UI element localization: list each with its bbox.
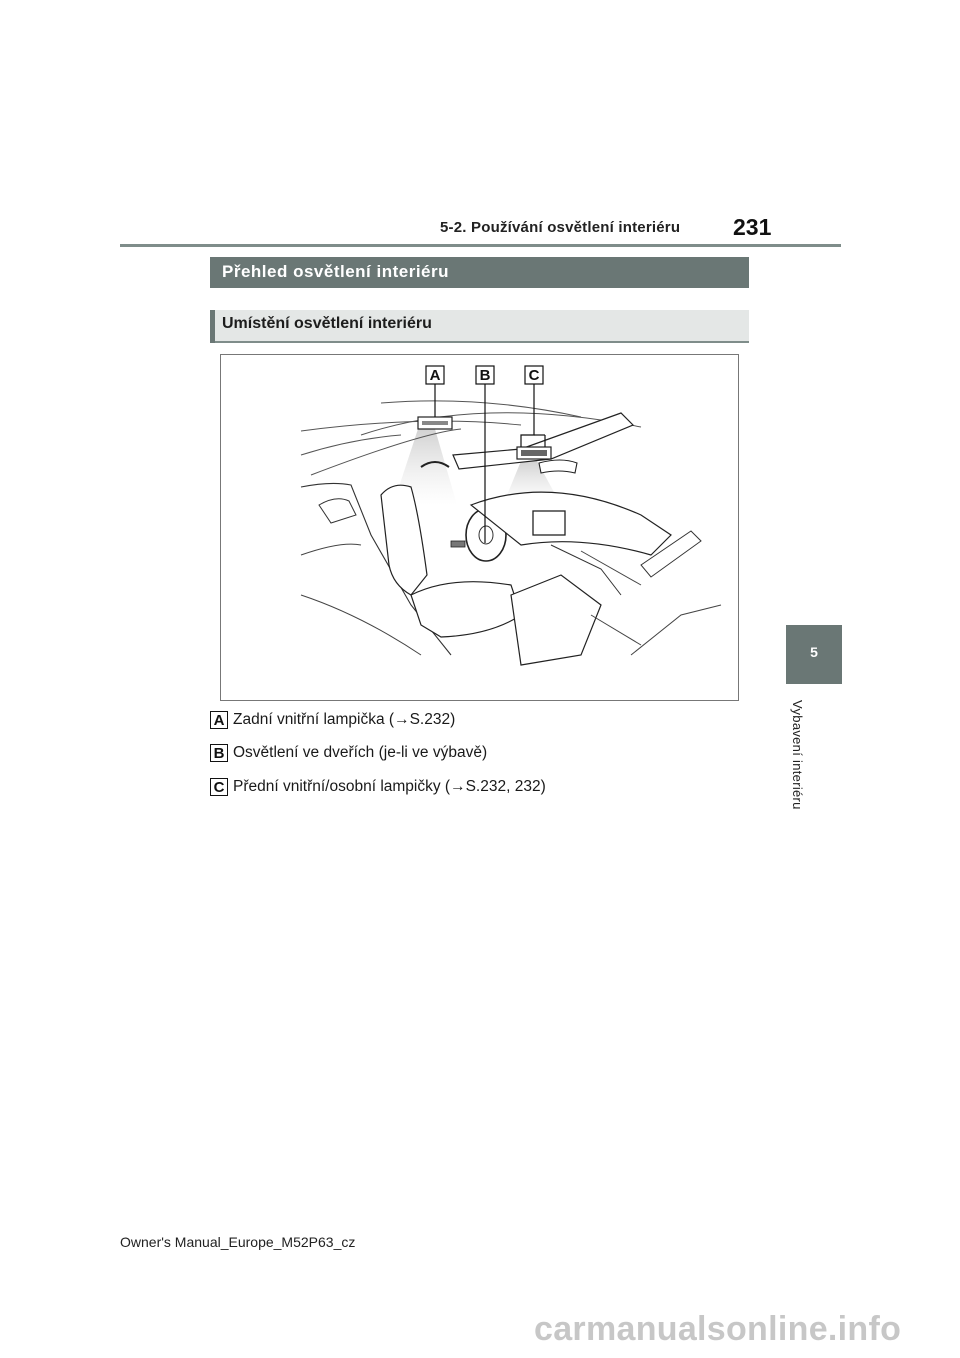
legend-key-c: C — [210, 778, 228, 796]
chapter-side-label: Vybavení interiéru — [790, 700, 805, 810]
page-number: 231 — [733, 214, 772, 240]
subsection-accent — [210, 310, 215, 343]
center-display — [533, 511, 565, 535]
legend-key-a: A — [210, 711, 228, 729]
footer-manual-id: Owner's Manual_Europe_M52P63_cz — [120, 1234, 356, 1250]
watermark: carmanualsonline.info — [534, 1310, 902, 1348]
subsection-title: Umístění osvětlení interiéru — [222, 315, 432, 332]
callout-b — [476, 366, 494, 384]
legend-key-b: B — [210, 744, 228, 762]
door-light — [451, 541, 465, 547]
chapter-tab-number: 5 — [810, 644, 818, 660]
legend-text-b: Osvětlení ve dveřích (je-li ve výbavě) — [233, 744, 488, 761]
legend-text-c: Přední vnitřní/osobní lampičky (→S.232, 232) — [233, 778, 546, 795]
callout-a-label: A — [429, 367, 441, 384]
callout-c-label: C — [528, 367, 540, 384]
leader-c — [521, 384, 534, 447]
callout-a — [426, 366, 444, 384]
legend-text-a: Zadní vnitřní lampička (→S.232) — [233, 711, 456, 728]
callout-c — [525, 366, 543, 384]
header-rule — [120, 244, 841, 247]
chapter-tab — [786, 625, 842, 684]
header-section-title: 5-2. Používání osvětlení interiéru — [440, 219, 681, 236]
callout-b-label: B — [479, 367, 491, 384]
section-title: Přehled osvětlení interiéru — [222, 262, 450, 281]
car-interior-illustration — [221, 355, 738, 700]
interior-lights-figure — [220, 354, 739, 701]
